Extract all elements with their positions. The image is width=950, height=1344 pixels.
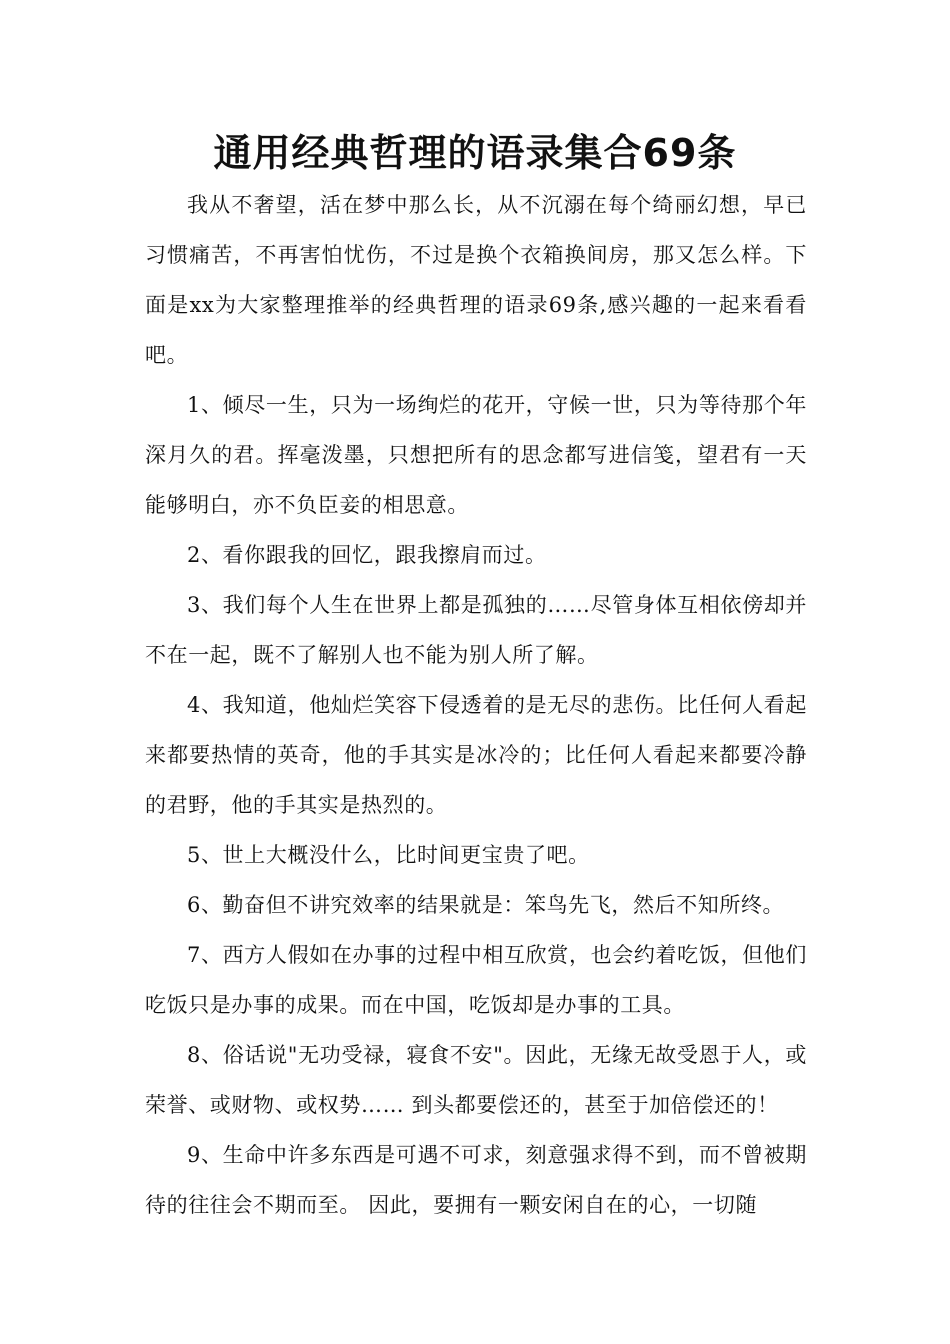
quote-paragraph-8: 8、俗话说"无功受禄，寝食不安"。因此，无缘无故受恩于人，或荣誉、或财物、或权势…… 到头都要偿还的，甚至于加倍偿还的！ [145, 1043, 807, 1117]
page-title: 通用经典哲理的语录集合69条 [213, 131, 737, 175]
intro-paragraph: 我从不奢望，活在梦中那么长，从不沉溺在每个绮丽幻想，早已习惯痛苦，不再害怕忧伤，不过是换个衣箱换间房，那又怎么样。下面是xx为大家整理推举的经典哲理的语录69条,感兴趣的一起来看看吧。 [145, 193, 807, 367]
quote-paragraph-7: 7、西方人假如在办事的过程中相互欣赏，也会约着吃饭，但他们吃饭只是办事的成果。而在中国，吃饭却是办事的工具。 [145, 943, 807, 1017]
document-body [145, 180, 807, 1230]
quote-paragraph-1: 1、倾尽一生，只为一场绚烂的花开，守候一世，只为等待那个年深月久的君。挥毫泼墨，只想把所有的思念都写进信笺，望君有一天能够明白，亦不负臣妾的相思意。 [145, 393, 807, 517]
quote-paragraph-9: 9、生命中许多东西是可遇不可求，刻意强求得不到，而不曾被期待的往往会不期而至。 因此，要拥有一颗安闲自在的心，一切随 [145, 1143, 807, 1217]
quote-paragraph-3: 3、我们每个人生在世界上都是孤独的……尽管身体互相依傍却并不在一起，既不了解别人也不能为别人所了解。 [145, 593, 807, 667]
quote-paragraph-6: 6、勤奋但不讲究效率的结果就是：笨鸟先飞，然后不知所终。 [187, 893, 785, 917]
quote-paragraph-5: 5、世上大概没什么，比时间更宝贵了吧。 [187, 843, 590, 867]
quote-paragraph-2: 2、看你跟我的回忆，跟我擦肩而过。 [187, 543, 547, 567]
quote-paragraph-4: 4、我知道，他灿烂笑容下侵透着的是无尽的悲伤。比任何人看起来都要热情的英奇，他的手其实是冰冷的；比任何人看起来都要冷静的君野，他的手其实是热烈的。 [145, 693, 807, 817]
